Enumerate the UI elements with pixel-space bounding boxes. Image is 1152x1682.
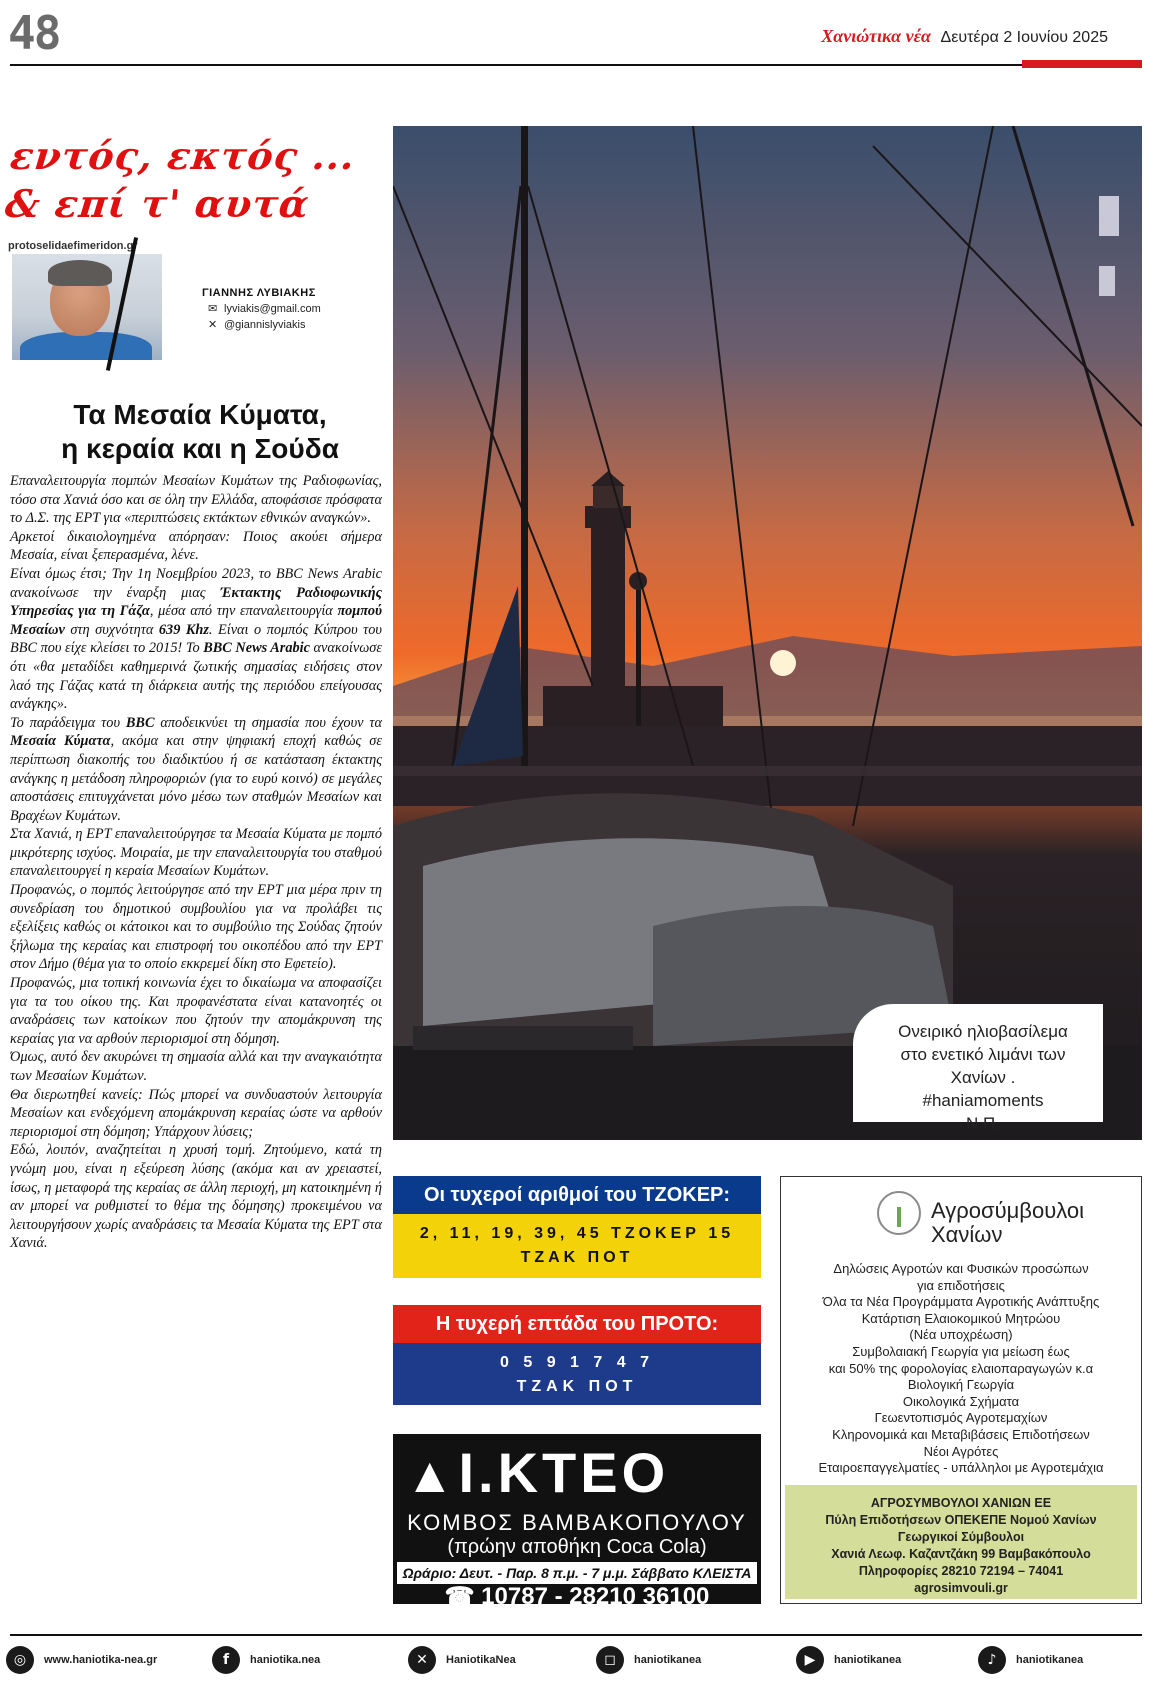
agro-service-item: Δηλώσεις Αγροτών και Φυσικών προσώπων (833, 1261, 1089, 1276)
joker-jackpot: ΤΖΑΚ ΠΟΤ (520, 1249, 634, 1266)
sun (770, 650, 796, 676)
agro-service-item: (Νέα υποχρέωση) (909, 1327, 1013, 1343)
column-title-line1: εντός, εκτός ... (8, 133, 358, 178)
agro-service-item: και 50% της φορολογίας ελαιοπαραγωγών κ.α (828, 1360, 1094, 1376)
harbor-sunset-photo (393, 126, 1142, 1140)
photo-illustration (393, 126, 1142, 1140)
agro-contact-line: Πύλη Επιδοτήσεων ΟΠΕΚΕΠΕ Νομού Χανίων (825, 1513, 1097, 1527)
kteo-ad (393, 1434, 761, 1610)
paragraph: Όμως, αυτό δεν ακυρώνει τη σημασία αλλά και την αναγκαιότητα των Μεσαίων Κυμάτων. (10, 1049, 382, 1084)
agro-services-list (787, 1261, 1135, 1477)
paragraph: Θα διερωτηθεί κανείς: Πώς μπορεί να συνδυαστούν λειτουργία Μεσαίων και ενδεχόμενη απομάκρυνση κεραίας ώστε να αρθούν περιορισμοί στη δόμηση; Υπάρχουν λύσεις; (10, 1086, 382, 1140)
agro-service-item: Όλα τα Νέα Προγράμματα Αγροτικής Ανάπτυξης (822, 1294, 1100, 1310)
agro-contact-line: ΑΓΡΟΣΥΜΒΟΥΛΟΙ ΧΑΝΙΩΝ ΕΕ (870, 1496, 1052, 1510)
column-title (3, 132, 393, 228)
agro-service-item: για επιδοτήσεις (917, 1277, 1005, 1293)
youtube-icon: ▶ (796, 1646, 824, 1674)
agro-service-item: Βιολογική Γεωργία (907, 1377, 1015, 1393)
caption-hashtag: #haniamoments (922, 1091, 1044, 1110)
footer-tiktok[interactable]: ♪ haniotikanea (978, 1646, 1083, 1674)
agro-contact-line: Γεωργικοί Σύμβουλοι (897, 1530, 1025, 1544)
joker-numbers-box (393, 1214, 761, 1278)
proto-numbers: 0 5 9 1 7 4 7 (500, 1354, 654, 1371)
paragraph: Προφανώς, ο πομπός λειτούργησε από την ΕΡΤ μια μέρα πριν τη συνεδρίαση του δημοτικού συμβουλίου για να προλάβει τις εξελίξεις καθώς οι κάτοικοι και το συμβούλιο της Σούδας ζητούν ξήλωμα της κεραίας και επιστροφή του οικοπέδου από την ΕΡΤ στον Δήμο (θέμα για το οποίο εκκρεμεί δίκη στο Εφετείο). (10, 882, 382, 973)
agro-service-item: Κληρονομικά και Μεταβιβάσεις Επιδοτήσεων (832, 1426, 1090, 1442)
article-headline (8, 398, 392, 466)
tiktok-icon: ♪ (978, 1646, 1006, 1674)
paragraph: Επαναλειτουργία πομπών Μεσαίων Κυμάτων της Ραδιοφωνίας, τόσο στα Χανιά όσο και σε όλη την Ελλάδα, αποφάσισε πρόσφατα το Δ.Σ. της ΕΡΤ για «περιπτώσεις εκτάκτων εθνικών αναγκών». (10, 473, 382, 527)
header-accent-bar (1022, 60, 1142, 68)
footer-youtube[interactable]: ▶ haniotikanea (796, 1646, 901, 1674)
paragraph: Στα Χανιά, η ΕΡΤ επαναλειτούργησε τα Μεσαία Κύματα με πομπό μικρότερης ισχύος. Μοιραία, με την επαναλειτουργία του σταθμού επαναλειτουργεί η κεραία Μεσαίων Κυμάτων. (10, 826, 382, 880)
triangle-icon: ▲ (405, 1447, 459, 1503)
kteo-name: ΚΟΜΒΟΣ ΒΑΜΒΑΚΟΠΟΥΛΟΥ (407, 1510, 747, 1535)
agro-contact-line: agrosimvouli.gr (914, 1581, 1008, 1595)
kteo-hours: Ωράριο: Δευτ. - Παρ. 8 π.μ. - 7 μ.μ. Σάββατο ΚΛΕΙΣΤΑ (397, 1562, 757, 1584)
paragraph: Το παράδειγμα του BBC αποδεικνύει τη σημασία που έχουν τα Μεσαία Κύματα, ακόμα και στην ψηφιακή εποχή καθώς σε περίπτωση διακοπής του διαδικτύου ή σε κατάσταση έκτακτης ανάγκης η μετάδοση πληροφοριών (για το ευρύ κοινό) σε μεγάλες αποστάσεις επιτυγχάνεται μόνο μέσω των σταθμών Μεσαίων και Βραχέων Κυμάτων. (10, 714, 382, 824)
x-icon: ✕ (408, 1646, 436, 1674)
x-icon: ✕ (208, 319, 218, 331)
agro-service-item: Νέοι Αγρότες (923, 1443, 999, 1459)
column-title-line2: & επί τ' αυτά (3, 181, 312, 226)
joker-numbers: 2, 11, 19, 39, 45 ΤΖΟΚΕΡ 15 (419, 1225, 735, 1242)
footer-facebook[interactable]: f haniotika.nea (212, 1646, 320, 1674)
author-email[interactable]: lyviakis@gmail.com (224, 303, 321, 315)
instagram-icon: ◻ (596, 1646, 624, 1674)
paragraph: Εδώ, λοιπόν, αναζητείται η χρυσή τομή. Ζητούμενο, κατά τη γνώμη μου, είναι η εξεύρεση λύσης (ακόμα και αν χρειαστεί, ίσως, η μεταφορά της κεραίας σε άλλη περιοχή, μη κατοικημένη ή αν μπορεί να ρυθμιστεί το θέμα της δόμησης) προκειμένου να λειτουργήσουν χωρίς αναδράσεις τα Μεσαία Κύματα της ΕΡΤ στα Χανιά. (10, 1142, 382, 1252)
email-icon: ✉ (208, 303, 218, 315)
joker-results (393, 1176, 761, 1278)
agro-brand: Αγροσύμβουλοι Χανίων (931, 1198, 1085, 1247)
masthead (821, 26, 1108, 47)
kteo-former: (πρώην αποθήκη Coca Cola) (447, 1536, 707, 1558)
headline-line1: Τα Μεσαία Κύματα, (73, 399, 327, 430)
agro-service-item: Συμβολαιακή Γεωργία για μείωση έως (852, 1343, 1070, 1359)
author-twitter-row (208, 318, 305, 331)
author-twitter[interactable]: @giannislyviakis (224, 319, 306, 331)
author-name: ΓΙΑΝΝΗΣ ΛΥΒΙΑΚΗΣ (202, 287, 316, 299)
kteo-phone: ☎ 10787 - 28210 36100 (444, 1583, 710, 1610)
article-body (10, 472, 382, 1253)
sprout-icon (877, 1191, 921, 1235)
watermark: protoselidaefimeridon.gr (8, 240, 138, 252)
caption-line: Ονειρικό ηλιοβασίλεμα (898, 1022, 1068, 1041)
proto-numbers-box (393, 1343, 761, 1405)
newspaper-brand: Χανιώτικα νέα (821, 26, 931, 46)
proto-results (393, 1305, 761, 1405)
footer-instagram[interactable]: ◻ haniotikanea (596, 1646, 701, 1674)
agro-contact-line: Χανιά Λεωφ. Καζαντζάκη 99 Βαμβακόπουλο (831, 1547, 1091, 1561)
footer-x[interactable]: ✕ HaniotikaNea (408, 1646, 516, 1674)
photo-caption (853, 1004, 1103, 1133)
kteo-logo: ▲Ι.ΚΤΕΟ (405, 1441, 670, 1504)
page-number: 48 (8, 6, 60, 60)
footer-divider (10, 1634, 1142, 1636)
agro-service-item: Κατάρτιση Ελαιοκομικού Μητρώου (861, 1310, 1061, 1326)
author-email-row (208, 302, 321, 315)
agro-contact-line: Πληροφορίες 28210 72194 – 74041 (858, 1564, 1064, 1578)
header-divider (10, 64, 1142, 66)
footer (6, 1646, 1146, 1676)
agro-service-item: Οικολογικά Σχήματα (902, 1393, 1020, 1409)
caption-line: στο ενετικό λιμάνι των Χανίων . (900, 1045, 1066, 1087)
agro-service-item: Γεωεντοπισμός Αγροτεμαχίων (874, 1410, 1048, 1426)
headline-line2: η κεραία και η Σούδα (61, 433, 339, 464)
joker-title: Οι τυχεροί αριθμοί του ΤΖΟΚΕΡ: (393, 1176, 761, 1214)
paragraph: Είναι όμως έτσι; Την 1η Νοεμβρίου 2023, το BBC News Arabic ανακοίνωσε την έναρξη μιας Έκτακτης Ραδιοφωνικής Υπηρεσίας για τη Γάζα, μέσα από την επαναλειτουργία πομπού Μεσαίων στη συχνότητα 639 Khz. Είναι ο πομπός Κύπρου του BBC που είχε κλείσει το 2015! Το BBC News Arabic ανακοίνωσε ότι «θα μεταδίδει καθημερινά ζωτικής σημασίας ειδήσεις στον λαό της Γάζας κατά τη διάρκεια αυτής της περιόδου επείγουσας ανάγκης». (10, 565, 382, 713)
agro-contact-box (785, 1485, 1137, 1599)
footer-website[interactable]: ◎ www.haniotika-nea.gr (6, 1646, 157, 1674)
proto-title: Η τυχερή επτάδα του ΠΡΟΤΟ: (393, 1305, 761, 1343)
globe-icon: ◎ (6, 1646, 34, 1674)
author-photo (12, 254, 162, 360)
facebook-icon: f (212, 1646, 240, 1674)
agrosymvouloi-ad (780, 1176, 1142, 1604)
caption-credit: Ν.Π. (966, 1114, 1000, 1133)
paragraph: Προφανώς, μια τοπική κοινωνία έχει το δικαίωμα να αποφασίζει για τα του οίκου της. Και προφανέστατα είναι κατανοητές οι αναδράσεις των κατοίκων που ζητούν την απομάκρυνση της κεραίας για να αρθούν περιορισμοί στη δόμηση. (10, 975, 382, 1047)
paragraph: Αρκετοί δικαιολογημένα απόρησαν: Ποιος ακούει σήμερα Μεσαία, είναι ξεπερασμένα, λένε. (10, 528, 382, 564)
phone-icon: ☎ (444, 1583, 482, 1610)
proto-jackpot: ΤΖΑΚ ΠΟΤ (516, 1378, 638, 1395)
issue-date: Δευτέρα 2 Ιουνίου 2025 (940, 29, 1108, 46)
agro-service-item: Εταιροεπαγγελματίες - υπάλληλοι με Αγροτεμάχια (818, 1460, 1104, 1476)
